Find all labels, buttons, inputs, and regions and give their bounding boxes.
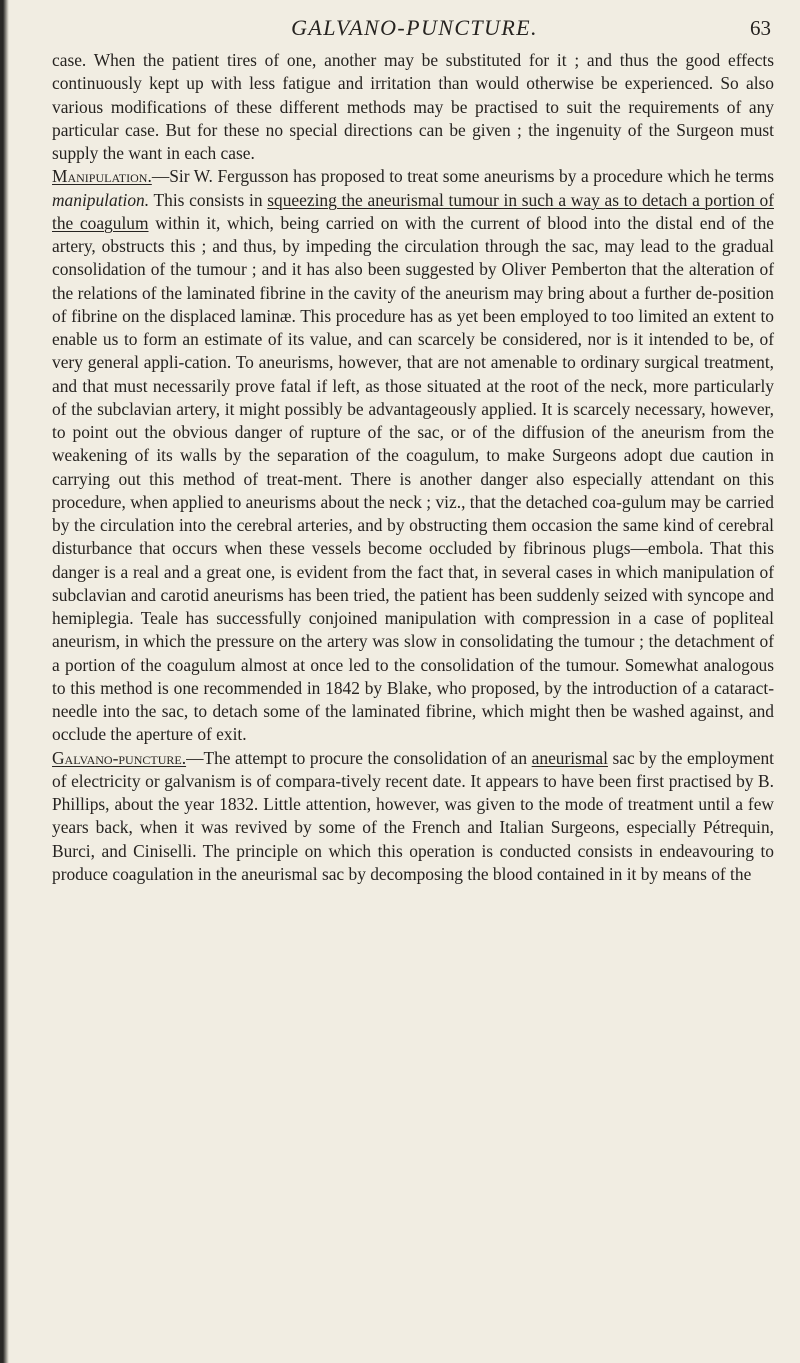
underlined-word: aneurismal: [531, 747, 608, 768]
paragraph-galvano-puncture: [52, 747, 774, 887]
section-heading-galvano-puncture: Galvano-puncture.: [52, 747, 187, 768]
paragraph-text: This consists in: [149, 189, 268, 210]
paragraph-continuation: case. When the patient tires of one, another may be substituted for it ; and thus the good effects continuously kept up with less fatigue and irritation than would otherwise be experienced. So also various modifications of these different methods may be practised to suit the requirements of any particular case. But for these no special directions can be given ; the ingenuity of the Surgeon must supply the want in each case.: [52, 50, 774, 163]
page-header: [52, 12, 777, 44]
italic-term: manipulation.: [52, 189, 150, 210]
paragraph-text: —Sir W. Fergusson has proposed to treat some aneurisms by a procedure which he terms: [151, 166, 774, 187]
paragraph-text: —The attempt to procure the consolidation of an: [186, 747, 532, 768]
body-text: [52, 49, 774, 886]
page-number: 63: [750, 16, 771, 40]
paragraph-text: within it, which, being carried on with the current of blood into the distal end of the artery, obstructs this ; and thus, by impeding the circulation through the sac, may lead to the gradual consolidation of the tumour ; and it has also been suggested by Oliver Pemberton that the alteration of the relations of the laminated fibrine in the cavity of the aneurism may bring about a further de-position of fibrine on the displaced laminæ. This procedure has as yet been employed to too limited an extent to enable us to form an estimate of its value, and can scarcely be considered, nor is it intended to be, of very general appli-cation. To aneurisms, however, that are not amenable to ordinary surgical treatment, and that must necessarily prove fatal if left, as those situated at the root of the neck, more particularly of the subclavian artery, it might possibly be advantageously applied. It is scarcely necessary, however, to point out the obvious danger of rupture of the sac, or of the diffusion of the aneurism from the weakening of its walls by the separation of the coagulum, to make Surgeons adopt due caution in carrying out this method of treat-ment. There is another danger also especially attendant on this procedure, when applied to aneurisms about the neck ; viz., that the detached coa-gulum may be carried by the circulation into the cerebral arteries, and by obstructing them occasion the same kind of cerebral disturbance that occurs when these vessels become occluded by fibrinous plugs—embola. That this danger is a real and a great one, is evident from the fact that, in several cases in which manipulation of subclavian and carotid aneurisms has been tried, the patient has been suddenly seized with syncope and hemiplegia. Teale has successfully conjoined manipulation with compression in a case of popliteal aneurism, in which the pressure on the artery was slow in consolidating the tumour ; the detachment of a portion of the coagulum almost at once led to the consolidation of the tumour. Somewhat analogous to this method is one recommended in 1842 by Blake, who proposed, by the introduction of a cataract-needle into the sac, to detach some of the laminated fibrine, which might then be washed against, and occlude the aperture of exit.: [52, 212, 774, 745]
section-heading-manipulation: Manipulation.: [52, 166, 152, 187]
paragraph-text: sac by the employment of electricity or galvanism is of compara-tively recent date. It appears to have been first practised by B. Phillips, about the year 1832. Little attention, however, was given to the mode of treatment until a few years back, when it was revived by some of the French and Italian Surgeons, especially Pétrequin, Burci, and Ciniselli. The principle on which this operation is conducted consists in endeavouring to produce coagulation in the aneurismal sac by decomposing the blood contained in it by means of the: [52, 747, 774, 884]
paragraph-manipulation: [52, 165, 774, 746]
underlined-passage: squeezing the aneurismal tumour in such a way as to detach a portion of the coagulum: [52, 189, 774, 233]
page-binding-edge: [0, 0, 9, 1363]
running-title: GALVANO-PUNCTURE.: [291, 15, 538, 40]
